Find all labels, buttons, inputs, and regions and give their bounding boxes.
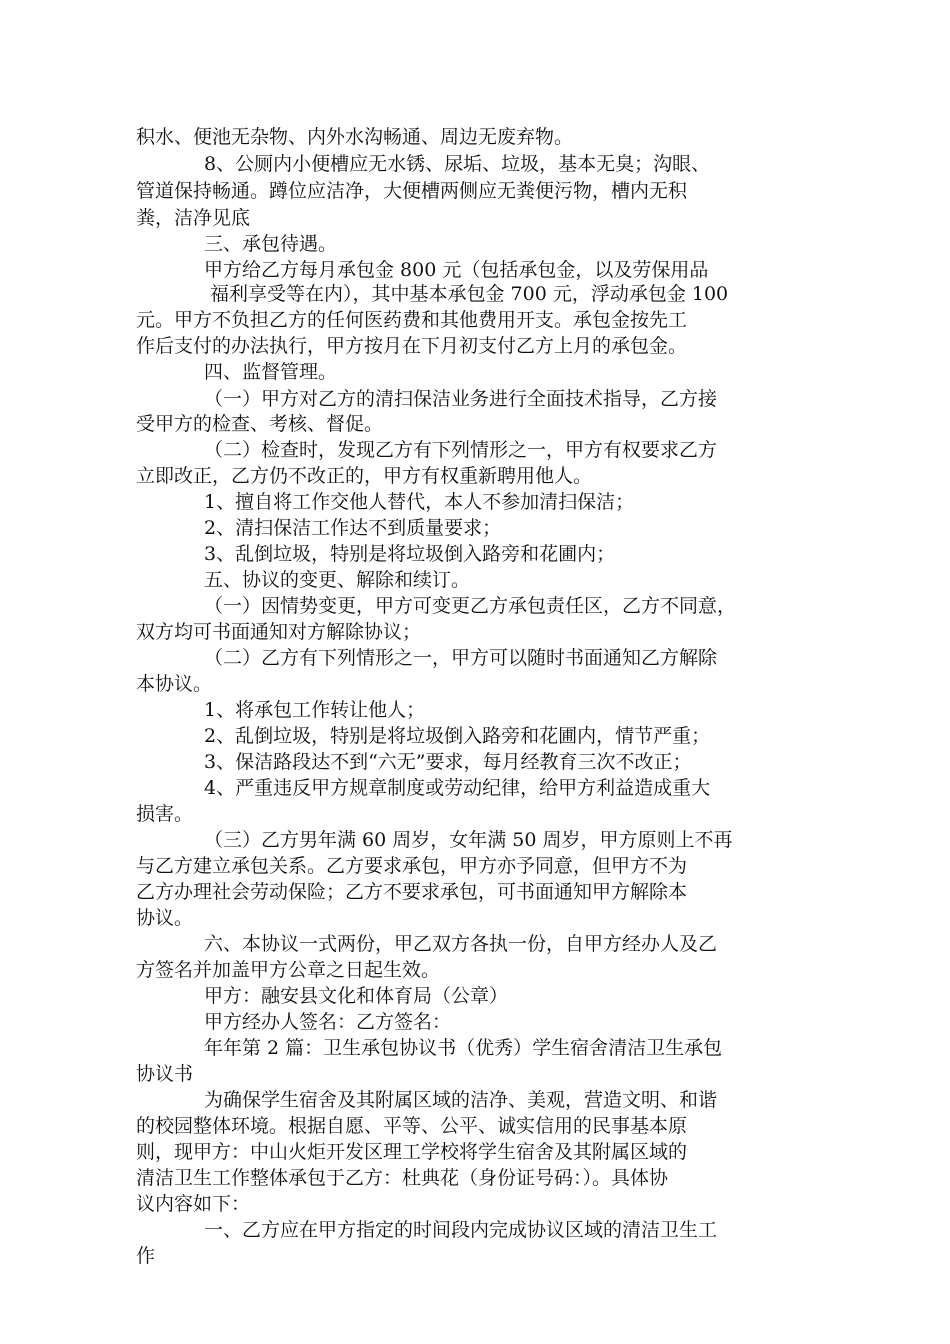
text-line: 8、公厕内小便槽应无水锈、尿垢、垃圾，基本无臭；沟眼、 (204, 153, 711, 175)
text-line: 立即改正，乙方仍不改正的，甲方有权重新聘用他人。 (136, 465, 593, 487)
text-line: 协议书 (136, 1063, 194, 1085)
text-line: 一、乙方应在甲方指定的时间段内完成协议区域的清洁卫生工 (204, 1219, 718, 1241)
text-line: 积水、便池无杂物、内外水沟畅通、周边无废弃物。 (136, 126, 574, 148)
text-line: 清洁卫生工作整体承包于乙方：杜典花（身份证号码：）。具体协 (136, 1167, 669, 1189)
text-line: 与乙方建立承包关系。乙方要求承包，甲方亦予同意，但甲方不为 (136, 855, 688, 877)
text-line: 3、乱倒垃圾，特别是将垃圾倒入路旁和花圃内； (204, 543, 616, 565)
text-line: 四、监督管理。 (204, 361, 338, 383)
text-line: 作后支付的办法执行，甲方按月在下月初支付乙方上月的承包金。 (136, 335, 688, 357)
text-line: 粪，洁净见底 (136, 207, 251, 229)
text-line: 1、擅自将工作交他人替代，本人不参加清扫保洁； (204, 491, 635, 513)
text-line: 议内容如下： (136, 1193, 251, 1215)
text-line: 甲方经办人签名：乙方签名： (204, 1011, 452, 1033)
text-line: 乙方办理社会劳动保险；乙方不要求承包，可书面通知甲方解除本 (136, 881, 688, 903)
text-line: 4、严重违反甲方规章制度或劳动纪律，给甲方利益造成重大 (204, 777, 711, 799)
text-line: 作 (136, 1245, 156, 1267)
text-line: 则，现甲方：中山火炬开发区理工学校将学生宿舍及其附属区域的 (136, 1141, 688, 1163)
text-line: 本协议。 (136, 673, 213, 695)
text-line: 1、将承包工作转让他人； (204, 699, 426, 721)
text-line: （三）乙方男年满 60 周岁，女年满 50 周岁，甲方原则上不再 (204, 829, 733, 851)
text-line: 福利享受等在内），其中基本承包金 700 元，浮动承包金 100 (210, 283, 729, 305)
text-line: 受甲方的检查、考核、督促。 (136, 413, 384, 435)
text-line: 甲方：融安县文化和体育局（公章） (204, 985, 509, 1007)
text-line: 2、清扫保洁工作达不到质量要求； (204, 517, 502, 539)
text-line: 为确保学生宿舍及其附属区域的洁净、美观，营造文明、和谐 (204, 1089, 718, 1111)
text-line: 损害。 (136, 803, 194, 825)
text-line: 2、乱倒垃圾，特别是将垃圾倒入路旁和花圃内，情节严重； (204, 725, 711, 747)
text-line: （一）因情势变更，甲方可变更乙方承包责任区，乙方不同意， (204, 595, 737, 617)
text-line: 双方均可书面通知对方解除协议； (136, 621, 422, 643)
text-line: （一）甲方对乙方的清扫保洁业务进行全面技术指导，乙方接 (204, 388, 718, 410)
text-line: 五、协议的变更、解除和续订。 (204, 569, 471, 591)
text-line: （二）乙方有下列情形之一，甲方可以随时书面通知乙方解除 (204, 647, 718, 669)
text-line: 甲方给乙方每月承包金 800 元（包括承包金，以及劳保用品 (204, 259, 709, 281)
text-line: 3、保洁路段达不到“六无”要求，每月经教育三次不改正； (204, 751, 692, 773)
text-line: 协议。 (136, 907, 194, 929)
text-line: 三、承包待遇。 (204, 233, 338, 255)
text-line: 元。甲方不负担乙方的任何医药费和其他费用开支。承包金按先工 (136, 309, 688, 331)
text-line: 方签名并加盖甲方公章之日起生效。 (136, 959, 441, 981)
text-line: （二）检查时，发现乙方有下列情形之一，甲方有权要求乙方 (204, 439, 718, 461)
text-line: 的校园整体环境。根据自愿、平等、公平、诚实信用的民事基本原 (136, 1115, 688, 1137)
text-line: 六、本协议一式两份，甲乙双方各执一份，自甲方经办人及乙 (204, 933, 718, 955)
text-line: 年年第 2 篇：卫生承包协议书（优秀）学生宿舍清洁卫生承包 (204, 1037, 723, 1059)
text-line: 管道保持畅通。蹲位应洁净，大便槽两侧应无粪便污物，槽内无积 (136, 180, 688, 202)
